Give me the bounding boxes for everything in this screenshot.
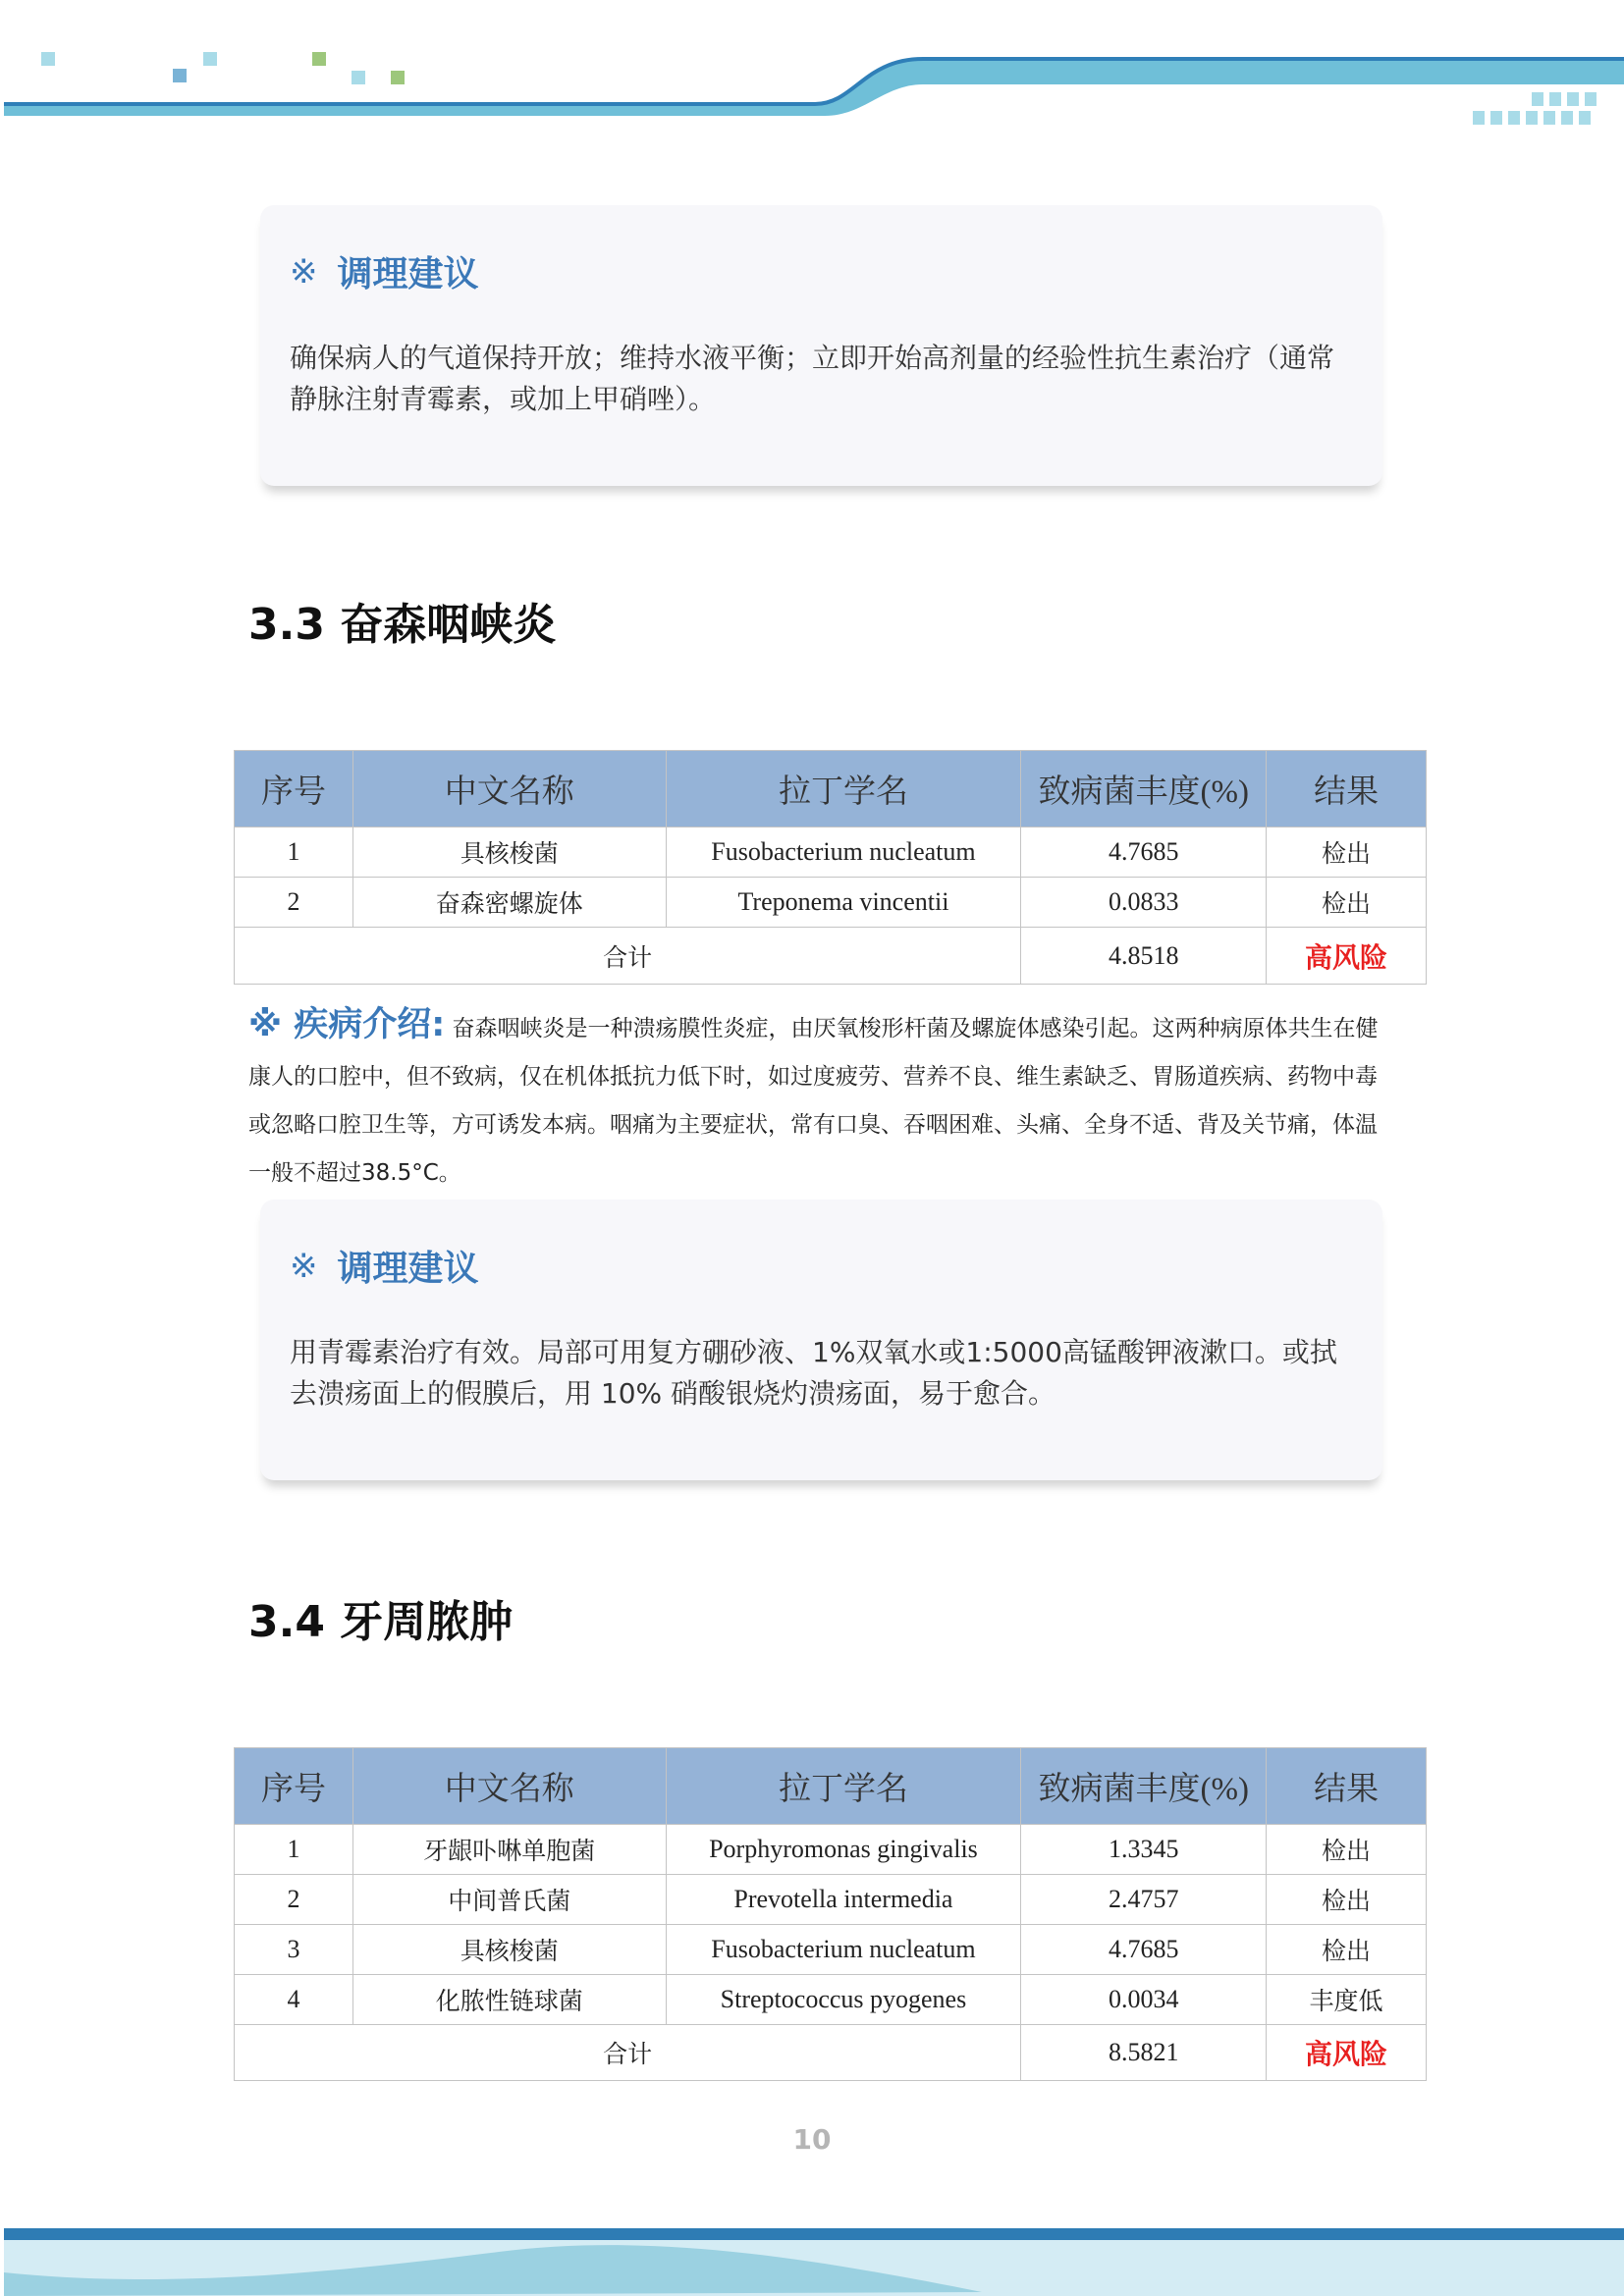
cell-chinese-name: 中间普氏菌 [352,1875,666,1925]
cell-latin-name: Porphyromonas gingivalis [666,1825,1021,1875]
cell-abundance: 4.7685 [1021,1925,1267,1975]
cell-chinese-name: 奋森密螺旋体 [352,878,666,928]
disease-intro [248,1001,1387,1198]
intro-label: ※ 疾病介绍: [248,1005,446,1044]
column-header: 序号 [235,1748,353,1825]
reference-mark-icon: ※ [290,1246,318,1286]
cell-index: 3 [235,1925,353,1975]
footer-decoration [0,2228,1624,2296]
cell-abundance: 0.0034 [1021,1975,1267,2025]
cell-latin-name: Streptococcus pyogenes [666,1975,1021,2025]
cell-abundance: 4.7685 [1021,828,1267,878]
table-row [235,1825,1427,1875]
column-header: 中文名称 [352,751,666,828]
total-value: 4.8518 [1021,928,1267,985]
risk-badge: 高风险 [1267,2025,1427,2081]
cell-index: 1 [235,828,353,878]
cell-result: 检出 [1267,878,1427,928]
advice-title: 调理建议 [337,1249,479,1289]
total-value: 8.5821 [1021,2025,1267,2081]
cell-abundance: 0.0833 [1021,878,1267,928]
column-header: 中文名称 [352,1748,666,1825]
table-row [235,878,1427,928]
advice-body: 用青霉素治疗有效。局部可用复方硼砂液、1%双氧水或1:5000高锰酸钾液漱口。或拭去溃疡面上的假膜后，用 10% 硝酸银烧灼溃疡面，易于愈合。 [290,1336,1337,1410]
cell-result: 丰度低 [1267,1975,1427,2025]
column-header: 序号 [235,751,353,828]
risk-badge: 高风险 [1267,928,1427,985]
total-row [235,928,1427,985]
cell-latin-name: Fusobacterium nucleatum [666,1925,1021,1975]
cell-abundance: 1.3345 [1021,1825,1267,1875]
header-decoration [0,0,1624,137]
cell-chinese-name: 化脓性链球菌 [352,1975,666,2025]
total-label: 合计 [235,928,1021,985]
cell-result: 检出 [1267,1925,1427,1975]
table-row [235,1925,1427,1975]
advice-title: 调理建议 [337,254,479,294]
intro-body: 奋森咽峡炎是一种溃疡膜性炎症，由厌氧梭形杆菌及螺旋体感染引起。这两种病原体共生在健康人的口腔中，但不致病，仅在机体抵抗力低下时，如过度疲劳、营养不良、维生素缺乏、胃肠道疾病、药物中毒或忽略口腔卫生等，方可诱发本病。咽痛为主要症状，常有口臭、吞咽困难、头痛、全身不适、背及关节痛，体温一般不超过38.5°C。 [248,1016,1379,1186]
column-header: 致病菌丰度(%) [1021,1748,1267,1825]
table-row [235,1975,1427,2025]
section-heading: 3.4 牙周脓肿 [248,1597,514,1647]
column-header: 结果 [1267,1748,1427,1825]
page-number: 10 [792,2123,832,2156]
advice-card [260,205,1382,486]
column-header: 结果 [1267,751,1427,828]
cell-index: 2 [235,1875,353,1925]
cell-index: 1 [235,1825,353,1875]
cell-chinese-name: 牙龈卟啉单胞菌 [352,1825,666,1875]
cell-index: 2 [235,878,353,928]
total-label: 合计 [235,2025,1021,2081]
table-row [235,828,1427,878]
table-row [235,1875,1427,1925]
cell-result: 检出 [1267,828,1427,878]
pathogen-table [234,1747,1427,2081]
cell-latin-name: Treponema vincentii [666,878,1021,928]
cell-abundance: 2.4757 [1021,1875,1267,1925]
advice-body: 确保病人的气道保持开放；维持水液平衡；立即开始高剂量的经验性抗生素治疗（通常静脉注射青霉素，或加上甲硝唑）。 [290,342,1335,415]
cell-index: 4 [235,1975,353,2025]
cell-chinese-name: 具核梭菌 [352,1925,666,1975]
column-header: 拉丁学名 [666,1748,1021,1825]
cell-result: 检出 [1267,1825,1427,1875]
cell-latin-name: Fusobacterium nucleatum [666,828,1021,878]
cell-result: 检出 [1267,1875,1427,1925]
column-header: 拉丁学名 [666,751,1021,828]
pathogen-table [234,750,1427,985]
advice-card [260,1200,1382,1480]
reference-mark-icon: ※ [290,251,318,292]
cell-latin-name: Prevotella intermedia [666,1875,1021,1925]
cell-chinese-name: 具核梭菌 [352,828,666,878]
total-row [235,2025,1427,2081]
section-heading: 3.3 奋森咽峡炎 [248,600,557,650]
column-header: 致病菌丰度(%) [1021,751,1267,828]
